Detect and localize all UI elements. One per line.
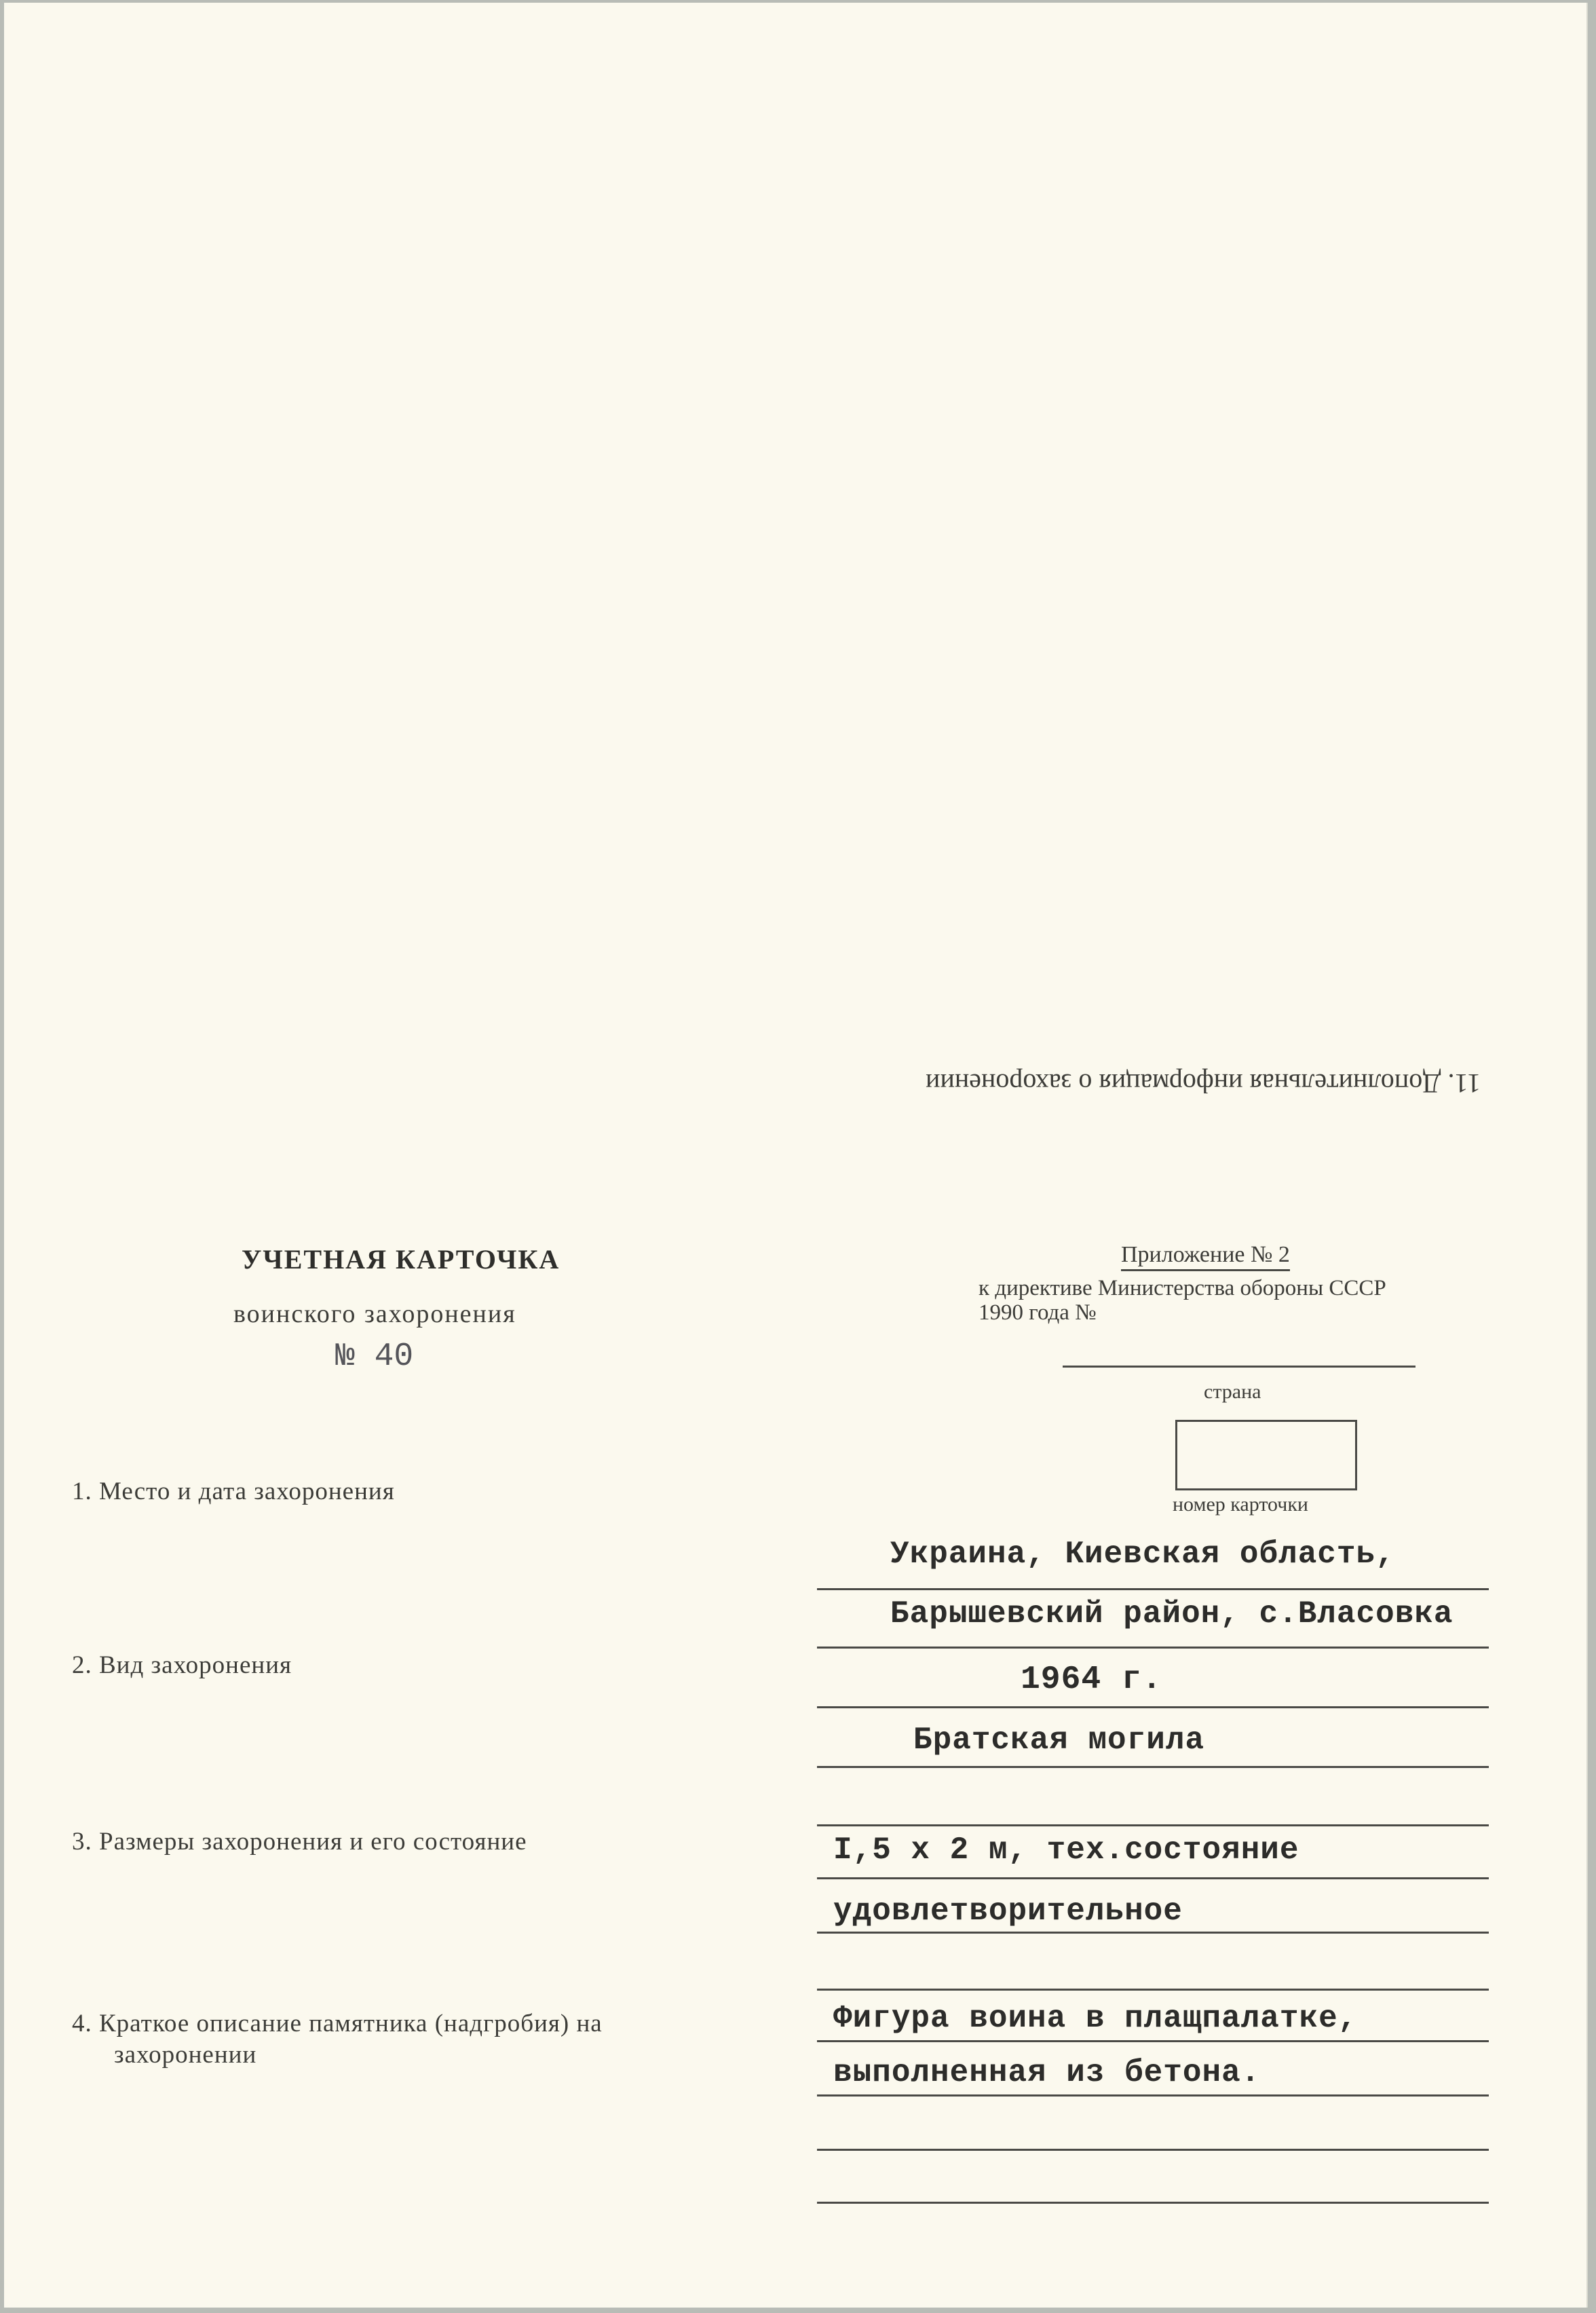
field-1-rule-3 <box>817 1706 1489 1708</box>
card-number-box <box>1175 1420 1357 1490</box>
appendix-label: Приложение № 2 <box>1121 1242 1290 1271</box>
field-4-rule-4 <box>817 2202 1489 2204</box>
country-label: страна <box>1204 1380 1261 1403</box>
field-4-rule-2 <box>817 2094 1489 2096</box>
field-3-value-line-2: удовлетворительное <box>833 1894 1183 1929</box>
country-line <box>1063 1366 1416 1368</box>
field-3-rule-2 <box>817 1932 1489 1934</box>
card-sheet <box>4 3 1586 2308</box>
card-number: № 40 <box>335 1338 414 1375</box>
field-3-label: 3. Размеры захоронения и его состояние <box>72 1828 527 1856</box>
appendix-year-line: 1990 года № <box>978 1300 1097 1325</box>
field-2-label: 2. Вид захоронения <box>72 1651 292 1679</box>
field-1-value-line-3: 1964 г. <box>1021 1661 1162 1698</box>
field-4-label-line-2: захоронении <box>114 2041 257 2069</box>
field-1-rule-1 <box>817 1588 1489 1590</box>
field-2-rule-2 <box>817 1824 1489 1826</box>
field-4-value-line-2: выполненная из бетона. <box>833 2055 1261 2090</box>
card-number-label: номер карточки <box>1173 1493 1308 1516</box>
field-1-label: 1. Место и дата захоронения <box>72 1478 395 1505</box>
field-3-value-line-1: I,5 х 2 м, тех.состояние <box>833 1832 1299 1868</box>
appendix-directive-line: к директиве Министерства обороны СССР <box>978 1276 1386 1300</box>
field-4-label-line-1: 4. Краткое описание памятника (надгробия) на <box>72 2010 603 2037</box>
field-3-rule-1 <box>817 1877 1489 1879</box>
card-subtitle: воинского захоронения <box>233 1300 516 1328</box>
field-1-rule-2 <box>817 1647 1489 1649</box>
card-title: УЧЕТНАЯ КАРТОЧКА <box>242 1244 560 1275</box>
field-4-value-line-1: Фигура воина в плащпалатке, <box>833 2001 1358 2036</box>
field-2-value: Братская могила <box>913 1723 1205 1758</box>
field-3-rule-3 <box>817 1989 1489 1991</box>
back-section-11-heading: 11. Дополнительная информация о захоронении <box>926 1068 1481 1099</box>
field-1-value-line-1: Украина, Киевская область, <box>890 1537 1395 1572</box>
field-1-value-line-2: Барышевский район, с.Власовка <box>890 1596 1454 1632</box>
field-4-rule-3 <box>817 2149 1489 2151</box>
field-4-rule-1 <box>817 2040 1489 2042</box>
field-2-rule-1 <box>817 1766 1489 1768</box>
